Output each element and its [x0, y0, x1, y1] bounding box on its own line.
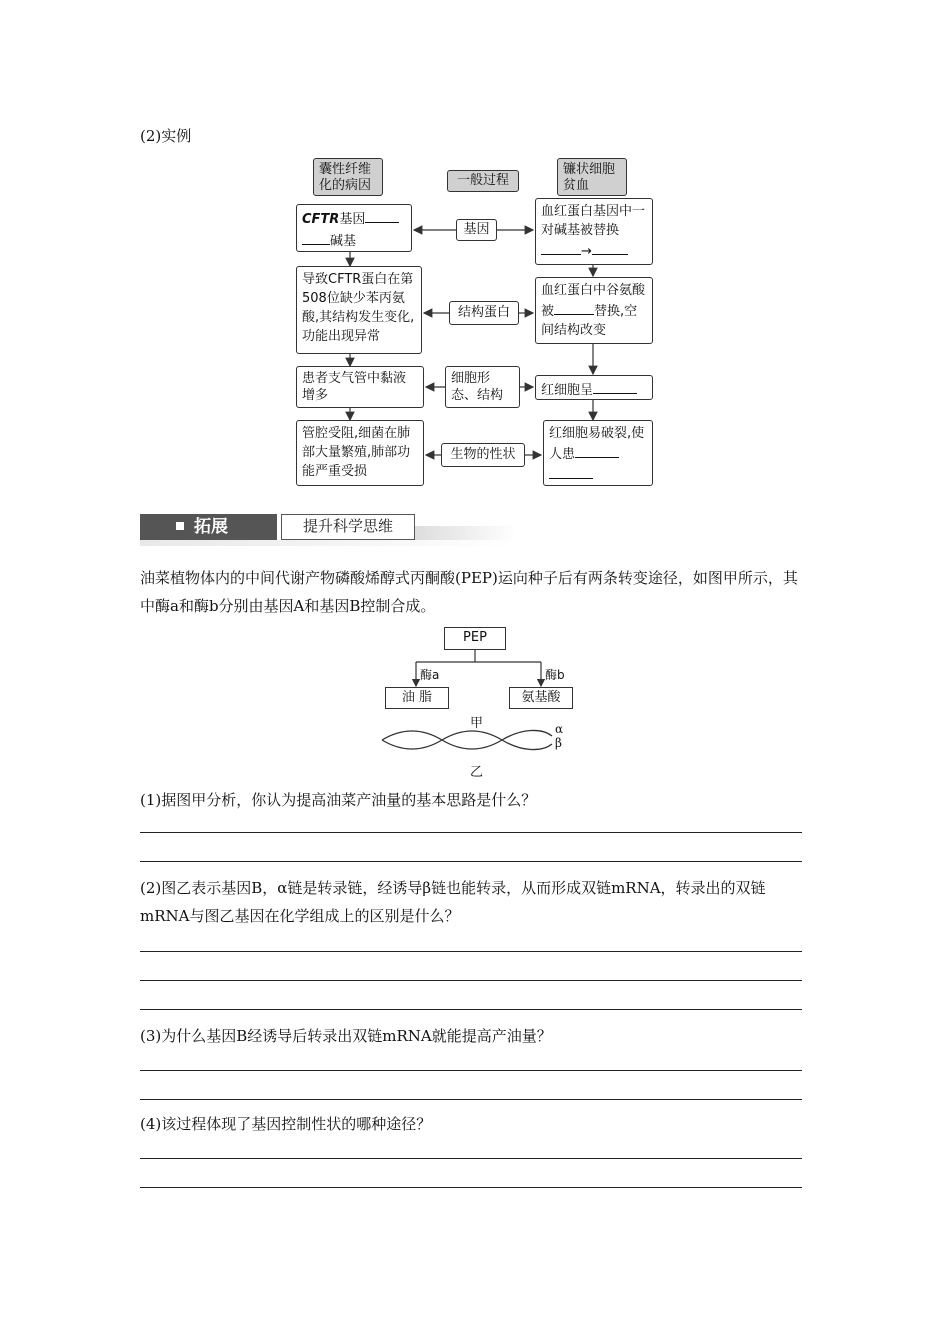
banner-decoration: [415, 526, 517, 540]
cftr-gene-box: [296, 204, 412, 252]
question-1: (1)据图甲分析，你认为提高油菜产油量的基本思路是什么？: [140, 791, 537, 809]
answer-line: [140, 1158, 802, 1159]
oil-box: 油 脂: [385, 687, 449, 709]
blank: [302, 230, 330, 245]
process-cell-morphology: 细胞形态、结构: [445, 366, 520, 408]
blank: [554, 300, 594, 315]
question-2: (2)图乙表示基因B，α链是转录链，经诱导β链也能转录，从而形成双链mRNA，转录出的双链mRNA与图乙基因在化学组成上的区别是什么？: [140, 879, 766, 925]
amino-acid-box: 氨基酸: [509, 687, 573, 709]
banner-underline: [140, 540, 517, 546]
answer-line: [140, 1009, 802, 1010]
square-bullet-icon: [176, 522, 184, 530]
base-text: 碱基: [330, 234, 357, 249]
process-biological-trait: 生物的性状: [441, 443, 525, 467]
caption-jia: 甲: [470, 716, 484, 731]
question-4: (4)该过程体现了基因控制性状的哪种途径？: [140, 1115, 432, 1133]
replaced-text: 替换,空间结构改变: [541, 304, 638, 338]
glutamate-text: 血红蛋白中谷氨酸被: [541, 283, 646, 319]
alpha-label: α: [555, 722, 564, 736]
answer-line: [140, 861, 802, 862]
hemoglobin-gene-box: [535, 198, 653, 265]
cftr-protein-box: 导致CFTR蛋白在第508位缺少苯丙氨酸,其结构发生变化,功能出现异常: [296, 266, 422, 354]
example-label: (2)实例: [140, 127, 192, 145]
pep-box: PEP: [444, 627, 506, 650]
intro-paragraph: 油菜植物体内的中间代谢产物磷酸烯醇式丙酮酸(PEP)运向种子后有两条转变途径，如图甲所示，其中酶a和酶b分别由基因A和基因B控制合成。: [140, 569, 798, 615]
blank: [365, 208, 399, 223]
rbc-rupture-text: 红细胞易破裂,使人患: [549, 426, 645, 462]
rbc-rupture-box: [543, 420, 653, 486]
question-3: (3)为什么基因B经诱导后转录出双链mRNA就能提高产油量？: [140, 1027, 552, 1045]
mucus-box: 患者支气管中黏液增多: [296, 366, 424, 408]
banner-subtitle: 提升科学思维: [281, 514, 415, 540]
arrow-glyph: →: [581, 244, 592, 259]
blank: [549, 464, 593, 479]
cftr-label: CFTR: [302, 212, 340, 227]
blank: [592, 240, 628, 255]
extension-banner: [140, 514, 277, 540]
process-gene: 基因: [456, 219, 497, 241]
answer-line: [140, 1099, 802, 1100]
blank: [541, 240, 581, 255]
diagram-arrows: [0, 0, 950, 500]
answer-line: [140, 1070, 802, 1071]
rbc-shape-text: 红细胞呈: [541, 383, 594, 398]
answer-line: [140, 980, 802, 981]
header-general-process: 一般过程: [447, 170, 519, 192]
hemoglobin-gene-text: 血红蛋白基因中一对碱基被替换: [541, 204, 646, 238]
answer-line: [140, 1187, 802, 1188]
answer-line: [140, 951, 802, 952]
hemoglobin-aa-box: [535, 277, 653, 344]
banner-title: 拓展: [194, 517, 228, 537]
process-structural-protein: 结构蛋白: [449, 301, 519, 325]
beta-label: β: [555, 736, 562, 750]
header-sickle-cell: 镰状细胞贫血: [557, 158, 627, 196]
enzyme-a-label: 酶a: [420, 668, 440, 682]
blank: [593, 379, 637, 394]
cftr-gene-text: 基因: [339, 212, 366, 227]
lumen-blocked-box: 管腔受阻,细菌在肺部大量繁殖,肺部功能严重受损: [296, 420, 424, 486]
rbc-shape-box: [535, 375, 653, 400]
blank: [575, 443, 619, 458]
answer-line: [140, 832, 802, 833]
caption-yi: 乙: [470, 765, 484, 780]
enzyme-b-label: 酶b: [545, 668, 565, 682]
header-cystic-fibrosis: 囊性纤维化的病因: [313, 158, 383, 196]
